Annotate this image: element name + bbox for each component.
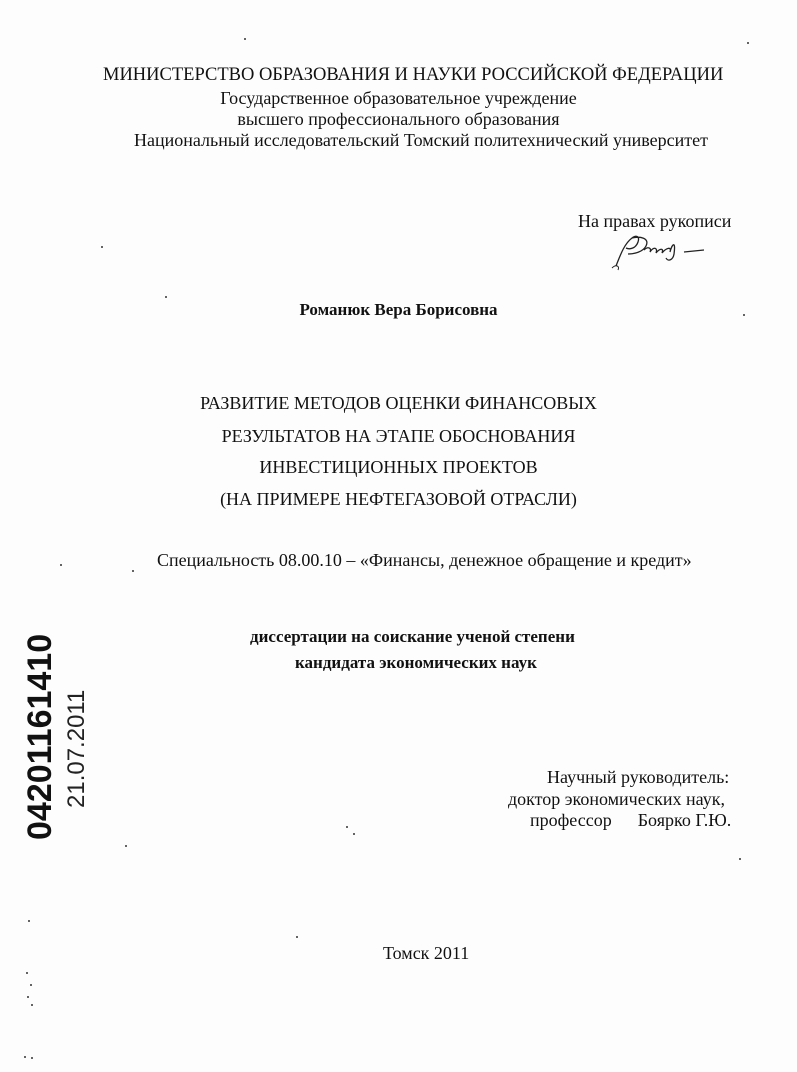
scan-speck [31, 1004, 33, 1006]
dissertation-line-2: кандидата экономических наук [295, 653, 537, 672]
supervisor-label: Научный руководитель: [547, 767, 730, 787]
supervisor-rank: профессор [530, 810, 612, 830]
rights-note: На правах рукописи [578, 211, 732, 231]
library-stamp-number: 04201161410 [21, 633, 59, 840]
title-line-3: ИНВЕСТИЦИОННЫХ ПРОЕКТОВ [259, 457, 538, 477]
scan-speck [101, 246, 103, 248]
education-level: высшего профессионального образования [237, 109, 560, 129]
scan-speck [30, 984, 32, 986]
title-line-1: РАЗВИТИЕ МЕТОДОВ ОЦЕНКИ ФИНАНСОВЫХ [200, 393, 597, 413]
city-year: Томск 2011 [383, 943, 470, 963]
author-name: Романюк Вера Борисовна [299, 300, 498, 319]
scan-speck [747, 42, 749, 44]
scan-speck [244, 38, 246, 40]
library-stamp [21, 620, 94, 840]
specialty-line: Специальность 08.00.10 – «Финансы, денежное обращение и кредит» [157, 550, 692, 570]
scan-speck [125, 845, 127, 847]
scan-speck [353, 833, 355, 835]
supervisor-degree: доктор экономических наук, [508, 789, 725, 809]
library-stamp-date: 21.07.2011 [63, 689, 90, 808]
ministry-heading: МИНИСТЕРСТВО ОБРАЗОВАНИЯ И НАУКИ РОССИЙСКОЙ ФЕДЕРАЦИИ [103, 65, 724, 85]
scan-speck [31, 1057, 33, 1059]
scan-speck [60, 564, 62, 566]
scan-speck [165, 296, 167, 298]
institution-type: Государственное образовательное учреждение [220, 88, 577, 108]
title-line-4: (НА ПРИМЕРЕ НЕФТЕГАЗОВОЙ ОТРАСЛИ) [220, 489, 577, 509]
supervisor-name: Боярко Г.Ю. [637, 810, 732, 830]
dissertation-line-1: диссертации на соискание ученой степени [250, 627, 575, 646]
supervisor-rank-name [530, 809, 731, 831]
scan-speck [27, 996, 29, 998]
title-line-2: РЕЗУЛЬТАТОВ НА ЭТАПЕ ОБОСНОВАНИЯ [221, 426, 576, 446]
handwritten-signature [610, 226, 720, 272]
university-name: Национальный исследовательский Томский политехнический университет [134, 130, 708, 150]
scan-speck [743, 314, 745, 316]
scan-speck [132, 570, 134, 572]
scan-speck [24, 1056, 26, 1058]
scan-speck [739, 858, 741, 860]
scan-speck [28, 920, 30, 922]
scan-speck [26, 972, 28, 974]
scan-speck [346, 826, 348, 828]
scan-speck [296, 936, 298, 938]
